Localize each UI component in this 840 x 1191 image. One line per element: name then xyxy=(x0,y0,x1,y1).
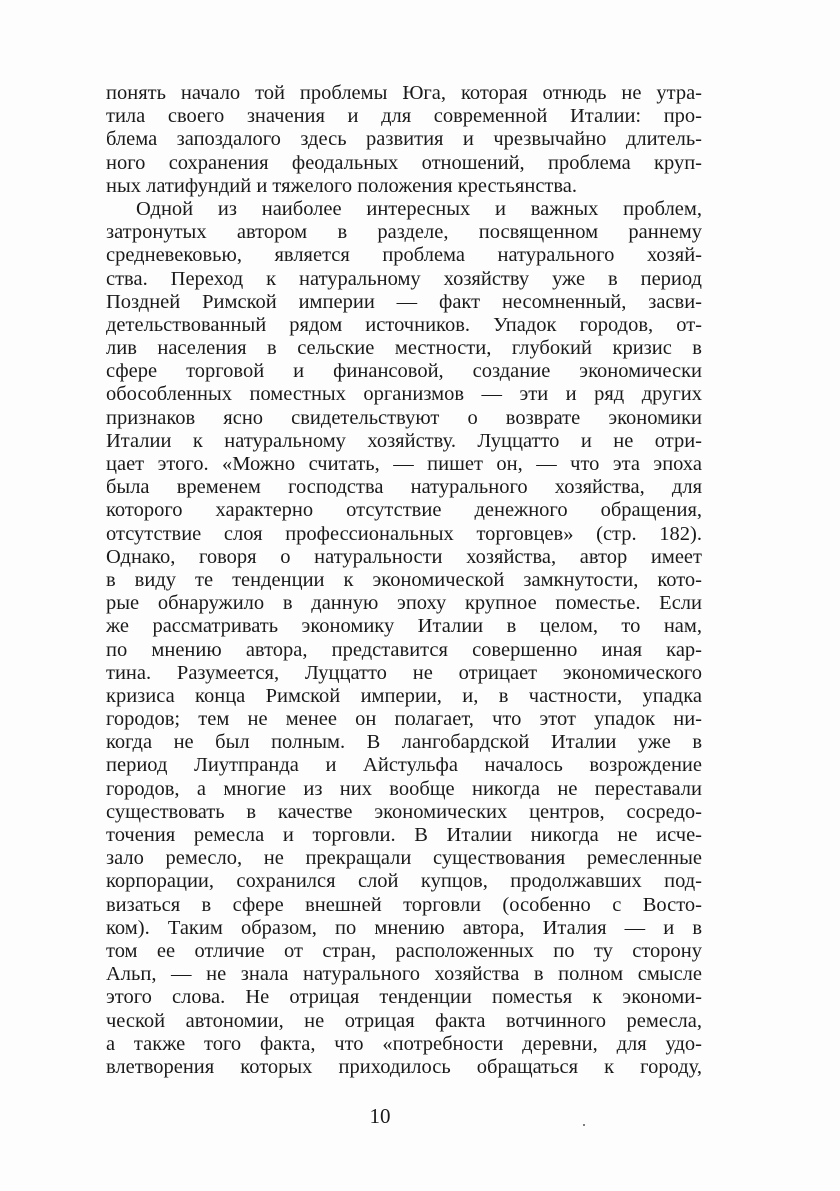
text-line: рые обнаружило в данную эпоху крупное поместье. Если xyxy=(106,592,702,615)
text-line: период Лиутпранда и Айстульфа началось возрождение xyxy=(106,754,702,777)
text-line: признаков ясно свидетельствуют о возврате экономики xyxy=(106,406,702,429)
text-line: Альп, — не знала натурального хозяйства в полном смысле xyxy=(106,963,702,986)
text-line: средневековью, является проблема натурального хозяй- xyxy=(106,244,702,267)
text-line: Одной из наиболее интересных и важных проблем, xyxy=(136,197,702,220)
text-line: Однако, говоря о натуральности хозяйства, автор имеет xyxy=(106,545,702,568)
text-line: ческой автономии, не отрицая факта вотчинного ремесла, xyxy=(106,1009,702,1032)
text-line: ного сохранения феодальных отношений, проблема круп- xyxy=(106,151,702,174)
paragraph-2 xyxy=(106,198,702,1079)
text-line: том ее отличие от стран, расположенных по ту сторону xyxy=(106,939,702,962)
text-line: лив населения в сельские местности, глубокий кризис в xyxy=(106,337,702,360)
paragraph-1 xyxy=(106,82,702,198)
text-line: обособленных поместных организмов — эти и ряд других xyxy=(106,383,702,406)
print-speck xyxy=(583,1124,585,1126)
text-line: точения ремесла и торговли. В Италии никогда не исче- xyxy=(106,824,702,846)
text-line: же рассматривать экономику Италии в целом, то нам, xyxy=(106,615,702,638)
text-line: когда не был полным. В лангобардской Италии уже в xyxy=(106,731,702,754)
text-line: кризиса конца Римской империи, и, в частности, упадка xyxy=(106,684,702,707)
text-line: существовать в качестве экономических центров, сосредо- xyxy=(106,800,702,823)
text-line: а также того факта, что «потребности деревни, для удо- xyxy=(106,1032,702,1055)
text-line: тина. Разумеется, Луццатто не отрицает экономического xyxy=(106,661,702,684)
text-line: визаться в сфере внешней торговли (особенно с Восто- xyxy=(106,893,702,916)
text-line: отсутствие слоя профессиональных торговцев» (стр. 182). xyxy=(106,522,702,545)
text-line: ных латифундий и тяжелого положения крестьянства. xyxy=(106,174,578,197)
body-text xyxy=(106,82,702,1079)
text-line: ства. Переход к натуральному хозяйству уже в период xyxy=(106,267,702,290)
text-line: детельствованный рядом источников. Упадок городов, от- xyxy=(106,313,702,336)
text-line: ком). Таким образом, по мнению автора, Италия — и в xyxy=(106,916,702,939)
text-line: городов, а многие из них вообще никогда не переставали xyxy=(106,777,702,800)
text-line: которого характерно отсутствие денежного обращения, xyxy=(106,499,702,522)
text-line: затронутых автором в разделе, посвященном раннему xyxy=(106,221,702,244)
text-line: тила своего значения и для современной Италии: про- xyxy=(106,105,702,128)
text-line: по мнению автора, представится совершенно иная кар- xyxy=(106,638,702,661)
text-line: влетворения которых приходилось обращаться к городу, xyxy=(106,1055,702,1078)
text-line: этого слова. Не отрицая тенденции поместья к экономи- xyxy=(106,986,702,1009)
text-line: в виду те тенденции к экономической замкнутости, кото- xyxy=(106,568,702,591)
text-line: корпорации, сохранился слой купцов, продолжавших под- xyxy=(106,870,702,893)
text-line: городов; тем не менее он полагает, что этот упадок ни- xyxy=(106,708,702,731)
text-line: была временем господства натурального хозяйства, для xyxy=(106,476,702,499)
text-line: блема запоздалого здесь развития и чрезвычайно длитель- xyxy=(106,128,702,151)
text-line: сфере торговой и финансовой, создание экономически xyxy=(106,360,702,383)
text-line: Италии к натуральному хозяйству. Луццатто и не отри- xyxy=(106,429,702,452)
page-number: 10 xyxy=(369,1104,391,1128)
text-line: Поздней Римской империи — факт несомненный, засви- xyxy=(106,290,702,313)
text-line: понять начало той проблемы Юга, которая отнюдь не утра- xyxy=(106,82,702,104)
text-line: цает этого. «Можно считать, — пишет он, — что эта эпоха xyxy=(106,453,702,475)
text-line: зало ремесло, не прекращали существования ремесленные xyxy=(106,847,702,870)
